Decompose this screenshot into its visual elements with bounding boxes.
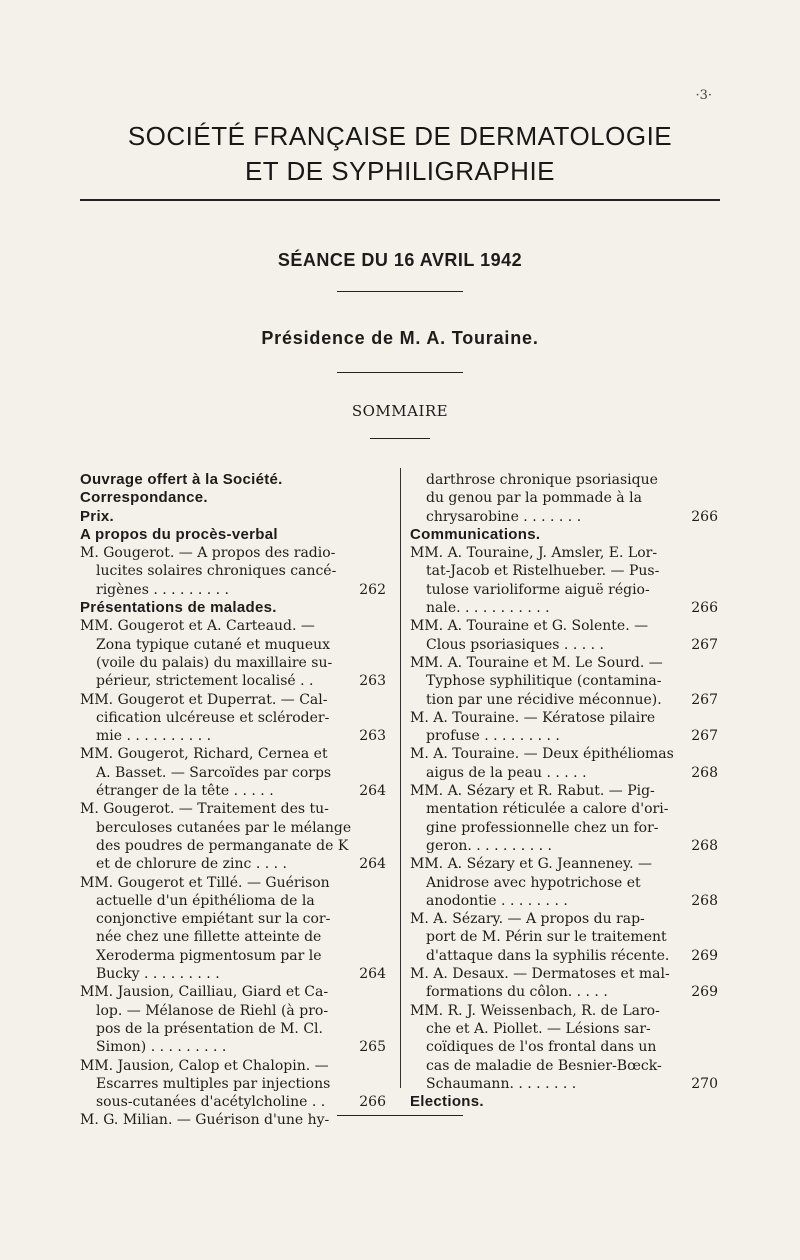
entry-line: port de M. Périn sur le traitement xyxy=(426,929,667,946)
footer-rule xyxy=(337,1115,463,1116)
page-number: 270 xyxy=(691,1075,718,1092)
sommaire-entry xyxy=(410,544,722,617)
entry-line: Simon) . . . . . . . . . xyxy=(96,1039,227,1056)
entry-line: MM. Gougerot et A. Carteaud. — xyxy=(80,618,315,635)
entry-line: MM. A. Sézary et G. Jeanneney. — xyxy=(410,856,652,873)
page-number: 265 xyxy=(359,1039,386,1056)
entry-line: Xeroderma pigmentosum par le xyxy=(96,947,322,964)
entry-line: M. A. Sézary. — A propos du rap- xyxy=(410,911,645,928)
entry-line: MM. R. J. Weissenbach, R. de Laro- xyxy=(410,1002,660,1019)
sommaire-entry xyxy=(80,544,390,599)
column-divider xyxy=(400,468,401,1088)
section-heading: Ouvrage offert à la Société. xyxy=(80,471,283,488)
sommaire-entry xyxy=(410,471,722,526)
entry-line: Bucky . . . . . . . . . xyxy=(96,966,220,983)
page-number: 269 xyxy=(691,984,718,1001)
sommaire-entry xyxy=(410,745,722,782)
entry-line: mie . . . . . . . . . . xyxy=(96,728,212,745)
entry-line: mentation réticulée a calore d'ori- xyxy=(426,801,669,818)
entry-line: MM. Jausion, Calop et Chalopin. — xyxy=(80,1057,329,1074)
entry-line: rigènes . . . . . . . . . xyxy=(96,581,230,598)
entry-line: gine professionnelle chez un for- xyxy=(426,819,659,836)
entry-line: che et A. Piollet. — Lésions sar- xyxy=(426,1020,651,1037)
entry-line: sous-cutanées d'acétylcholine . . xyxy=(96,1094,326,1111)
sommaire-entry xyxy=(80,1057,390,1112)
entry-line: geron. . . . . . . . . . xyxy=(426,837,552,854)
entry-line: coïdiques de l'os frontal dans un xyxy=(426,1039,657,1056)
section-heading: Communications. xyxy=(410,525,541,543)
sommaire-entry xyxy=(80,874,390,984)
page-number: 264 xyxy=(359,966,386,983)
page-number: 262 xyxy=(359,581,386,598)
entry-line: pos de la présentation de M. Cl. xyxy=(96,1020,323,1037)
entry-line: étranger de la tête . . . . . xyxy=(96,783,274,800)
society-title-line2: ET DE SYPHILIGRAPHIE xyxy=(244,156,556,186)
session-date: SÉANCE DU 16 AVRIL 1942 xyxy=(277,250,523,270)
page-number: 268 xyxy=(691,764,718,781)
page-number: 264 xyxy=(359,783,386,800)
sommaire-entry xyxy=(410,782,722,855)
entry-line: Typhose syphilitique (contamina- xyxy=(426,673,662,690)
sommaire-entry xyxy=(410,617,722,654)
entry-line: lucites solaires chroniques cancé- xyxy=(96,563,337,580)
entry-line: MM. Jausion, Cailliau, Giard et Ca- xyxy=(80,984,329,1001)
entry-line: tion par une récidive méconnue). xyxy=(426,691,662,708)
entry-line: Zona typique cutané et muqueux xyxy=(96,636,331,653)
sommaire-entry xyxy=(410,910,722,965)
page-folio: ·3· xyxy=(695,88,712,103)
entry-line: darthrose chronique psoriasique xyxy=(426,472,658,488)
header-rule xyxy=(80,199,720,201)
sommaire-entry xyxy=(410,709,722,746)
entry-line: MM. A. Touraine et M. Le Sourd. — xyxy=(410,654,663,671)
page-number: 268 xyxy=(691,892,718,909)
page-number: 266 xyxy=(691,600,718,617)
page-number: 263 xyxy=(359,673,386,690)
presidence: Présidence de M. A. Touraine. xyxy=(261,328,539,348)
page-number: 266 xyxy=(359,1094,386,1111)
sommaire-entry xyxy=(80,617,390,690)
entry-line: (voile du palais) du maxillaire su- xyxy=(96,654,333,671)
sommaire-left-column xyxy=(80,471,390,1130)
entry-line: MM. Gougerot et Tillé. — Guérison xyxy=(80,874,330,891)
entry-line: lop. — Mélanose de Riehl (à pro- xyxy=(96,1002,329,1019)
section-heading: Présentations de malades. xyxy=(80,599,277,617)
sommaire-entry xyxy=(410,1002,722,1093)
sommaire-title: SOMMAIRE xyxy=(351,402,449,420)
entry-line: MM. Gougerot, Richard, Cernea et xyxy=(80,746,328,763)
entry-line: conjonctive empiétant sur la cor- xyxy=(96,911,331,928)
sommaire-entry xyxy=(80,800,390,873)
sommaire-rule xyxy=(370,438,430,439)
page-number: 267 xyxy=(691,636,718,653)
entry-line: périeur, strictement localisé . . xyxy=(96,673,314,690)
sommaire-entry xyxy=(80,745,390,800)
entry-line: M. Gougerot. — A propos des radio- xyxy=(80,545,336,562)
entry-line: d'attaque dans la syphilis récente. xyxy=(426,947,670,964)
section-heading: A propos du procès-verbal xyxy=(80,525,278,543)
session-rule xyxy=(337,291,463,292)
presidence-rule xyxy=(337,372,463,373)
entry-line: née chez une fillette atteinte de xyxy=(96,929,322,946)
entry-line: Anidrose avec hypotrichose et xyxy=(426,874,641,891)
page-number: 268 xyxy=(691,837,718,854)
entry-line: nale. . . . . . . . . . . xyxy=(426,600,550,617)
society-title-line1: SOCIÉTÉ FRANÇAISE DE DERMATOLOGIE xyxy=(127,121,673,151)
sommaire-right-column xyxy=(410,471,722,1111)
entry-line: MM. A. Sézary et R. Rabut. — Pig- xyxy=(410,783,655,800)
section-heading: Correspondance. xyxy=(80,489,208,507)
entry-line: et de chlorure de zinc . . . . xyxy=(96,856,287,873)
entry-line: profuse . . . . . . . . . xyxy=(426,728,560,745)
entry-line: MM. A. Touraine, J. Amsler, E. Lor- xyxy=(410,545,658,562)
sommaire-entry xyxy=(410,654,722,709)
sommaire-entry xyxy=(80,691,390,746)
entry-line: M. A. Touraine. — Deux épithéliomas xyxy=(410,746,674,763)
entry-line: M. A. Touraine. — Kératose pilaire xyxy=(410,709,656,726)
entry-line: Clous psoriasiques . . . . . xyxy=(426,636,604,653)
sommaire-entry xyxy=(80,983,390,1056)
entry-line: du genou par la pommade à la xyxy=(426,490,642,507)
entry-line: anodontie . . . . . . . . xyxy=(426,892,568,909)
entry-line: tat-Jacob et Ristelhueber. — Pus- xyxy=(426,563,660,580)
entry-line: berculoses cutanées par le mélange xyxy=(96,819,352,836)
page-number: 267 xyxy=(691,691,718,708)
entry-line: formations du côlon. . . . . xyxy=(426,984,608,1001)
sommaire-entry xyxy=(410,965,722,1002)
entry-line: MM. A. Touraine et G. Solente. — xyxy=(410,618,649,635)
entry-line: cas de maladie de Besnier-Bœck- xyxy=(426,1057,662,1074)
section-heading: Elections. xyxy=(410,1093,484,1111)
entry-line: aigus de la peau . . . . . xyxy=(426,764,587,781)
entry-line: M. A. Desaux. — Dermatoses et mal- xyxy=(410,966,670,983)
page-number: 267 xyxy=(691,728,718,745)
entry-line: des poudres de permanganate de K xyxy=(96,837,349,854)
page-number: 269 xyxy=(691,947,718,964)
page-number: 264 xyxy=(359,856,386,873)
entry-line: M. G. Milian. — Guérison d'une hy- xyxy=(80,1112,330,1129)
entry-line: M. Gougerot. — Traitement des tu- xyxy=(80,801,329,818)
entry-line: actuelle d'un épithélioma de la xyxy=(96,892,315,909)
entry-line: Schaumann. . . . . . . . xyxy=(426,1075,577,1092)
entry-line: Escarres multiples par injections xyxy=(96,1075,331,1092)
entry-line: chrysarobine . . . . . . . xyxy=(426,508,582,525)
entry-line: MM. Gougerot et Duperrat. — Cal- xyxy=(80,691,328,708)
entry-line: cification ulcéreuse et scléroder- xyxy=(96,709,330,726)
section-heading: Prix. xyxy=(80,507,115,525)
entry-line: A. Basset. — Sarcoïdes par corps xyxy=(96,764,332,781)
page-number: 266 xyxy=(691,508,718,525)
sommaire-entry xyxy=(410,855,722,910)
entry-line: tulose varioliforme aiguë régio- xyxy=(426,581,650,598)
page-number: 263 xyxy=(359,728,386,745)
